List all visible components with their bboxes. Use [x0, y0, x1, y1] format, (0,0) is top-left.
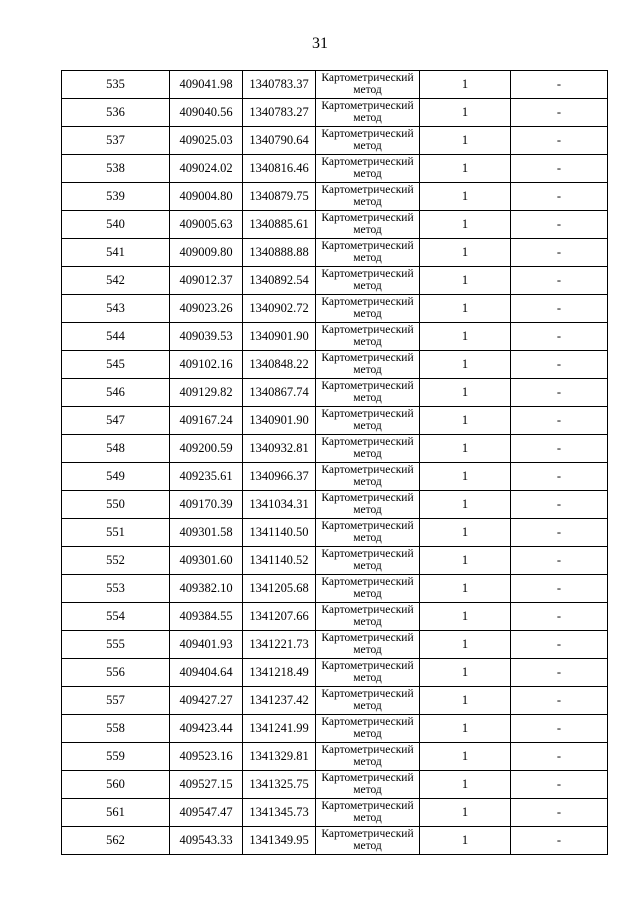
point-number-cell: 545: [62, 351, 170, 379]
note-cell: -: [511, 631, 608, 659]
note-cell: -: [511, 127, 608, 155]
point-number-cell: 535: [62, 71, 170, 99]
table-row: [62, 603, 608, 631]
note-cell: -: [511, 463, 608, 491]
method-line-2: метод: [353, 392, 382, 404]
accuracy-cell: 1: [420, 323, 511, 351]
x-coordinate-cell: 409024.02: [170, 155, 243, 183]
table-row: [62, 715, 608, 743]
method-line-2: метод: [353, 168, 382, 180]
x-coordinate-cell: 409167.24: [170, 407, 243, 435]
method-line-2: метод: [353, 784, 382, 796]
note-cell: -: [511, 547, 608, 575]
table-row: [62, 351, 608, 379]
note-cell: -: [511, 799, 608, 827]
y-coordinate-cell: 1341140.52: [243, 547, 316, 575]
method-line-2: метод: [353, 196, 382, 208]
method-line-2: метод: [353, 728, 382, 740]
method-cell: [316, 379, 420, 407]
method-line-1: Картометрический: [321, 156, 414, 168]
method-line-2: метод: [353, 364, 382, 376]
table-row: [62, 323, 608, 351]
method-cell: [316, 631, 420, 659]
method-line-1: Картометрический: [321, 72, 414, 84]
method-line-1: Картометрический: [321, 492, 414, 504]
y-coordinate-cell: 1341349.95: [243, 827, 316, 855]
point-number-cell: 540: [62, 211, 170, 239]
point-number-cell: 550: [62, 491, 170, 519]
accuracy-cell: 1: [420, 407, 511, 435]
x-coordinate-cell: 409102.16: [170, 351, 243, 379]
y-coordinate-cell: 1340816.46: [243, 155, 316, 183]
note-cell: -: [511, 659, 608, 687]
method-cell: [316, 575, 420, 603]
table-row: [62, 211, 608, 239]
table-row: [62, 183, 608, 211]
table-row: [62, 435, 608, 463]
method-line-1: Картометрический: [321, 128, 414, 140]
method-line-2: метод: [353, 532, 382, 544]
point-number-cell: 538: [62, 155, 170, 183]
method-line-1: Картометрический: [321, 520, 414, 532]
y-coordinate-cell: 1340901.90: [243, 407, 316, 435]
accuracy-cell: 1: [420, 827, 511, 855]
method-line-2: метод: [353, 476, 382, 488]
method-line-2: метод: [353, 672, 382, 684]
table-row: [62, 99, 608, 127]
y-coordinate-cell: 1341221.73: [243, 631, 316, 659]
y-coordinate-cell: 1341329.81: [243, 743, 316, 771]
y-coordinate-cell: 1341345.73: [243, 799, 316, 827]
method-cell: [316, 491, 420, 519]
point-number-cell: 537: [62, 127, 170, 155]
point-number-cell: 561: [62, 799, 170, 827]
point-number-cell: 536: [62, 99, 170, 127]
accuracy-cell: 1: [420, 491, 511, 519]
accuracy-cell: 1: [420, 155, 511, 183]
point-number-cell: 539: [62, 183, 170, 211]
x-coordinate-cell: 409129.82: [170, 379, 243, 407]
point-number-cell: 553: [62, 575, 170, 603]
y-coordinate-cell: 1341325.75: [243, 771, 316, 799]
method-line-2: метод: [353, 252, 382, 264]
note-cell: -: [511, 827, 608, 855]
y-coordinate-cell: 1340901.90: [243, 323, 316, 351]
table-row: [62, 463, 608, 491]
note-cell: -: [511, 351, 608, 379]
method-cell: [316, 407, 420, 435]
y-coordinate-cell: 1340892.54: [243, 267, 316, 295]
accuracy-cell: 1: [420, 463, 511, 491]
table-row: [62, 155, 608, 183]
accuracy-cell: 1: [420, 267, 511, 295]
y-coordinate-cell: 1340885.61: [243, 211, 316, 239]
method-cell: [316, 351, 420, 379]
table-row: [62, 687, 608, 715]
table-row: [62, 631, 608, 659]
method-cell: [316, 267, 420, 295]
method-cell: [316, 715, 420, 743]
method-line-2: метод: [353, 560, 382, 572]
y-coordinate-cell: 1341237.42: [243, 687, 316, 715]
point-number-cell: 546: [62, 379, 170, 407]
table-row: [62, 491, 608, 519]
point-number-cell: 562: [62, 827, 170, 855]
method-line-1: Картометрический: [321, 100, 414, 112]
x-coordinate-cell: 409547.47: [170, 799, 243, 827]
table-row: [62, 267, 608, 295]
method-line-1: Картометрический: [321, 436, 414, 448]
y-coordinate-cell: 1340848.22: [243, 351, 316, 379]
x-coordinate-cell: 409041.98: [170, 71, 243, 99]
table-row: [62, 239, 608, 267]
accuracy-cell: 1: [420, 799, 511, 827]
accuracy-cell: 1: [420, 687, 511, 715]
method-cell: [316, 659, 420, 687]
x-coordinate-cell: 409023.26: [170, 295, 243, 323]
y-coordinate-cell: 1340932.81: [243, 435, 316, 463]
method-line-1: Картометрический: [321, 716, 414, 728]
y-coordinate-cell: 1340783.37: [243, 71, 316, 99]
method-line-1: Картометрический: [321, 212, 414, 224]
y-coordinate-cell: 1340879.75: [243, 183, 316, 211]
point-number-cell: 558: [62, 715, 170, 743]
method-line-2: метод: [353, 336, 382, 348]
method-line-1: Картометрический: [321, 240, 414, 252]
point-number-cell: 542: [62, 267, 170, 295]
method-cell: [316, 799, 420, 827]
method-line-1: Картометрический: [321, 268, 414, 280]
x-coordinate-cell: 409527.15: [170, 771, 243, 799]
table-row: [62, 295, 608, 323]
method-line-2: метод: [353, 644, 382, 656]
x-coordinate-cell: 409170.39: [170, 491, 243, 519]
method-line-2: метод: [353, 224, 382, 236]
note-cell: -: [511, 435, 608, 463]
method-line-2: метод: [353, 756, 382, 768]
method-cell: [316, 827, 420, 855]
x-coordinate-cell: 409382.10: [170, 575, 243, 603]
accuracy-cell: 1: [420, 519, 511, 547]
method-cell: [316, 239, 420, 267]
method-line-2: метод: [353, 700, 382, 712]
accuracy-cell: 1: [420, 295, 511, 323]
method-line-1: Картометрический: [321, 184, 414, 196]
point-number-cell: 549: [62, 463, 170, 491]
y-coordinate-cell: 1341207.66: [243, 603, 316, 631]
method-cell: [316, 547, 420, 575]
x-coordinate-cell: 409200.59: [170, 435, 243, 463]
method-cell: [316, 99, 420, 127]
table-row: [62, 547, 608, 575]
point-number-cell: 560: [62, 771, 170, 799]
note-cell: -: [511, 155, 608, 183]
method-line-1: Картометрический: [321, 548, 414, 560]
method-line-2: метод: [353, 812, 382, 824]
y-coordinate-cell: 1340790.64: [243, 127, 316, 155]
accuracy-cell: 1: [420, 71, 511, 99]
note-cell: -: [511, 603, 608, 631]
method-cell: [316, 155, 420, 183]
note-cell: -: [511, 71, 608, 99]
note-cell: -: [511, 687, 608, 715]
point-number-cell: 555: [62, 631, 170, 659]
method-line-2: метод: [353, 84, 382, 96]
y-coordinate-cell: 1340966.37: [243, 463, 316, 491]
coordinates-table-body: [62, 71, 608, 855]
method-cell: [316, 295, 420, 323]
point-number-cell: 551: [62, 519, 170, 547]
table-row: [62, 743, 608, 771]
x-coordinate-cell: 409301.58: [170, 519, 243, 547]
method-cell: [316, 127, 420, 155]
y-coordinate-cell: 1340783.27: [243, 99, 316, 127]
accuracy-cell: 1: [420, 575, 511, 603]
point-number-cell: 547: [62, 407, 170, 435]
coordinates-table: [61, 70, 608, 855]
point-number-cell: 557: [62, 687, 170, 715]
method-cell: [316, 211, 420, 239]
method-line-2: метод: [353, 840, 382, 852]
table-row: [62, 659, 608, 687]
table-row: [62, 519, 608, 547]
x-coordinate-cell: 409004.80: [170, 183, 243, 211]
note-cell: -: [511, 211, 608, 239]
note-cell: -: [511, 715, 608, 743]
method-line-1: Картометрический: [321, 772, 414, 784]
method-line-1: Картометрический: [321, 324, 414, 336]
method-cell: [316, 71, 420, 99]
method-line-1: Картометрический: [321, 744, 414, 756]
method-line-2: метод: [353, 280, 382, 292]
accuracy-cell: 1: [420, 351, 511, 379]
note-cell: -: [511, 183, 608, 211]
point-number-cell: 544: [62, 323, 170, 351]
table-row: [62, 379, 608, 407]
x-coordinate-cell: 409009.80: [170, 239, 243, 267]
note-cell: -: [511, 323, 608, 351]
method-line-2: метод: [353, 588, 382, 600]
y-coordinate-cell: 1340902.72: [243, 295, 316, 323]
note-cell: -: [511, 575, 608, 603]
accuracy-cell: 1: [420, 211, 511, 239]
note-cell: -: [511, 239, 608, 267]
y-coordinate-cell: 1341205.68: [243, 575, 316, 603]
note-cell: -: [511, 407, 608, 435]
x-coordinate-cell: 409523.16: [170, 743, 243, 771]
method-line-2: метод: [353, 308, 382, 320]
method-line-1: Картометрический: [321, 408, 414, 420]
y-coordinate-cell: 1341034.31: [243, 491, 316, 519]
x-coordinate-cell: 409423.44: [170, 715, 243, 743]
accuracy-cell: 1: [420, 771, 511, 799]
method-cell: [316, 687, 420, 715]
accuracy-cell: 1: [420, 743, 511, 771]
method-line-1: Картометрический: [321, 576, 414, 588]
method-line-2: метод: [353, 448, 382, 460]
note-cell: -: [511, 743, 608, 771]
method-line-1: Картометрический: [321, 660, 414, 672]
y-coordinate-cell: 1340888.88: [243, 239, 316, 267]
x-coordinate-cell: 409005.63: [170, 211, 243, 239]
method-cell: [316, 323, 420, 351]
method-cell: [316, 435, 420, 463]
accuracy-cell: 1: [420, 435, 511, 463]
x-coordinate-cell: 409404.64: [170, 659, 243, 687]
note-cell: -: [511, 379, 608, 407]
table-row: [62, 71, 608, 99]
x-coordinate-cell: 409012.37: [170, 267, 243, 295]
table-row: [62, 827, 608, 855]
x-coordinate-cell: 409384.55: [170, 603, 243, 631]
point-number-cell: 559: [62, 743, 170, 771]
x-coordinate-cell: 409301.60: [170, 547, 243, 575]
point-number-cell: 556: [62, 659, 170, 687]
table-row: [62, 407, 608, 435]
x-coordinate-cell: 409543.33: [170, 827, 243, 855]
method-cell: [316, 463, 420, 491]
note-cell: -: [511, 491, 608, 519]
point-number-cell: 541: [62, 239, 170, 267]
method-cell: [316, 183, 420, 211]
point-number-cell: 552: [62, 547, 170, 575]
accuracy-cell: 1: [420, 547, 511, 575]
method-line-2: метод: [353, 504, 382, 516]
method-line-2: метод: [353, 140, 382, 152]
method-line-1: Картометрический: [321, 688, 414, 700]
accuracy-cell: 1: [420, 127, 511, 155]
x-coordinate-cell: 409040.56: [170, 99, 243, 127]
table-row: [62, 575, 608, 603]
table-row: [62, 127, 608, 155]
note-cell: -: [511, 771, 608, 799]
point-number-cell: 548: [62, 435, 170, 463]
x-coordinate-cell: 409025.03: [170, 127, 243, 155]
method-line-1: Картометрический: [321, 380, 414, 392]
y-coordinate-cell: 1341218.49: [243, 659, 316, 687]
method-line-1: Картометрический: [321, 464, 414, 476]
accuracy-cell: 1: [420, 99, 511, 127]
method-cell: [316, 771, 420, 799]
method-line-2: метод: [353, 616, 382, 628]
page-number: 31: [312, 35, 328, 52]
method-cell: [316, 603, 420, 631]
method-line-1: Картометрический: [321, 296, 414, 308]
method-line-1: Картометрический: [321, 828, 414, 840]
x-coordinate-cell: 409427.27: [170, 687, 243, 715]
x-coordinate-cell: 409401.93: [170, 631, 243, 659]
point-number-cell: 554: [62, 603, 170, 631]
method-line-1: Картометрический: [321, 800, 414, 812]
method-line-2: метод: [353, 112, 382, 124]
method-line-1: Картометрический: [321, 352, 414, 364]
note-cell: -: [511, 99, 608, 127]
table-row: [62, 771, 608, 799]
note-cell: -: [511, 267, 608, 295]
x-coordinate-cell: 409235.61: [170, 463, 243, 491]
method-line-1: Картометрический: [321, 604, 414, 616]
method-line-2: метод: [353, 420, 382, 432]
y-coordinate-cell: 1341241.99: [243, 715, 316, 743]
point-number-cell: 543: [62, 295, 170, 323]
note-cell: -: [511, 519, 608, 547]
note-cell: -: [511, 295, 608, 323]
accuracy-cell: 1: [420, 631, 511, 659]
accuracy-cell: 1: [420, 379, 511, 407]
method-cell: [316, 743, 420, 771]
accuracy-cell: 1: [420, 715, 511, 743]
table-row: [62, 799, 608, 827]
y-coordinate-cell: 1340867.74: [243, 379, 316, 407]
method-cell: [316, 519, 420, 547]
accuracy-cell: 1: [420, 183, 511, 211]
accuracy-cell: 1: [420, 603, 511, 631]
method-line-1: Картометрический: [321, 632, 414, 644]
y-coordinate-cell: 1341140.50: [243, 519, 316, 547]
accuracy-cell: 1: [420, 239, 511, 267]
x-coordinate-cell: 409039.53: [170, 323, 243, 351]
accuracy-cell: 1: [420, 659, 511, 687]
